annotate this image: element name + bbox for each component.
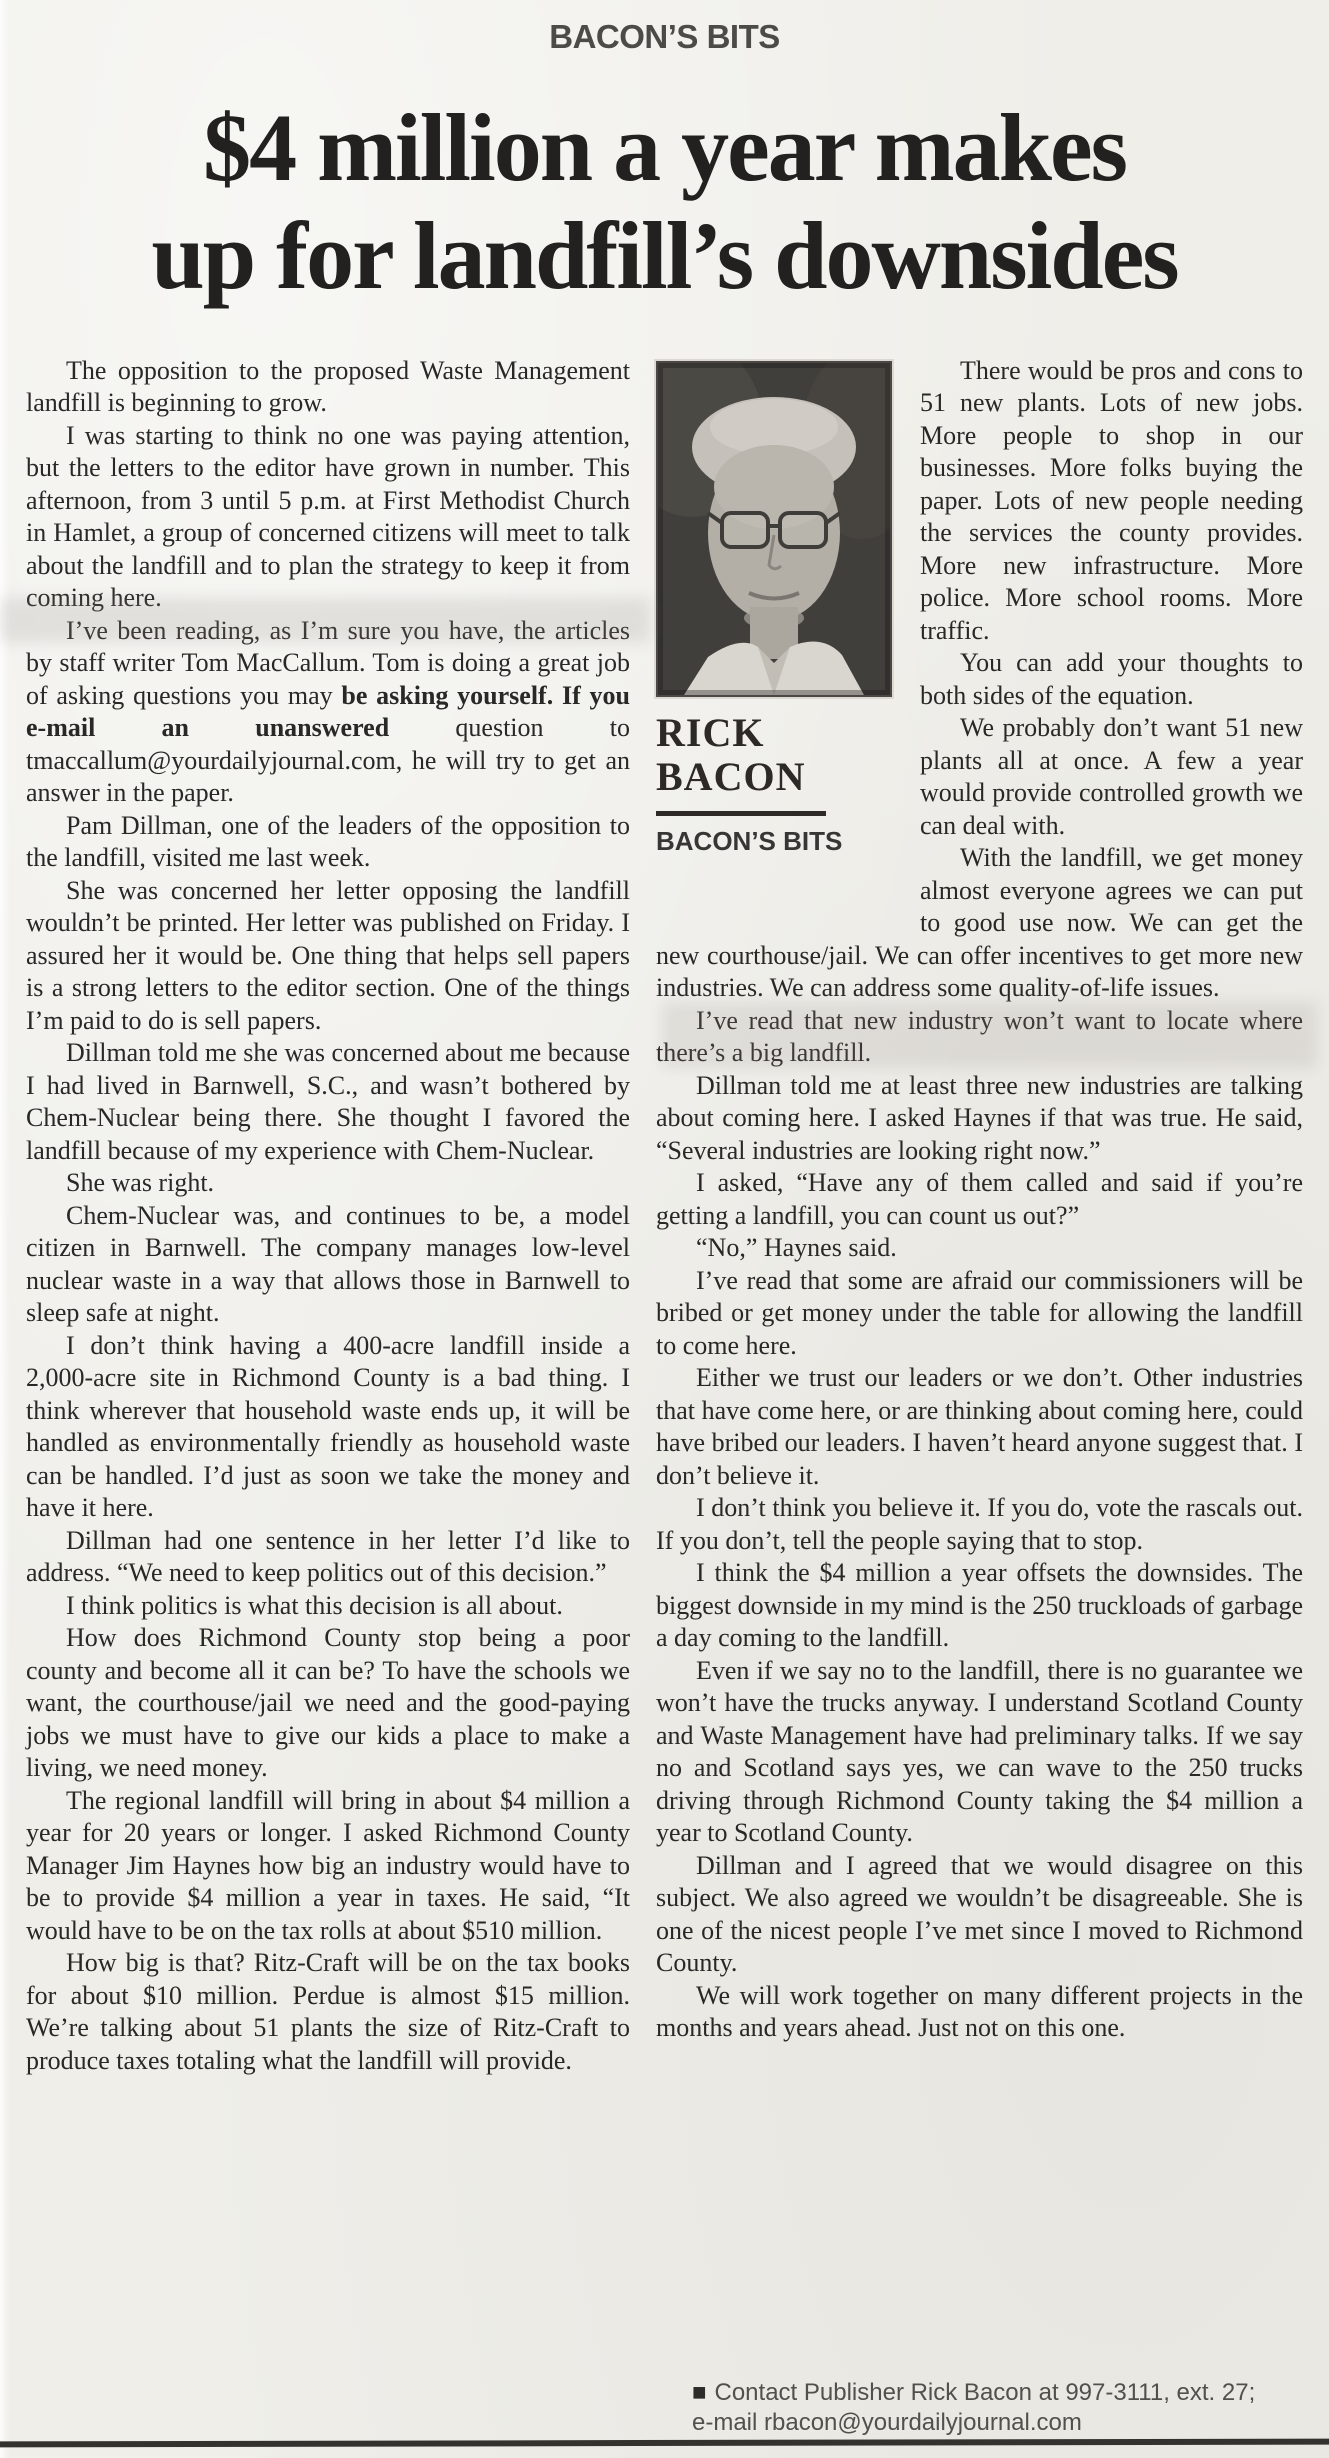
- article-paragraph: I don’t think you believe it. If you do, vote the rascals out. If you don’t, tell the people saying that to stop.: [656, 1493, 1303, 1555]
- article-right-column: [656, 355, 1303, 2078]
- article-paragraph: She was concerned her letter opposing the landfill wouldn’t be printed. Her letter was published on Friday. I assured her it would be. One thing that helps sell papers is a strong letters to the editor section. One of the things I’m paid to do is sell papers.: [26, 875, 630, 1035]
- article-left-column: [26, 355, 630, 2078]
- article-headline: [0, 94, 1329, 311]
- square-bullet-icon: ■: [692, 2379, 707, 2406]
- article-paragraph: I don’t think having a 400-acre landfill inside a 2,000-acre site in Richmond County is a bad thing. I think wherever that household waste ends up, it will be handled as environmentally friendly as household waste can be handled. I’d just as soon we take the money and have it here.: [26, 1330, 630, 1523]
- article-paragraph: You can add your thoughts to both sides of the equation.: [920, 648, 1303, 710]
- contact-note: [692, 2378, 1329, 2438]
- section-kicker: BACON’S BITS: [549, 18, 780, 55]
- article-paragraph: I think politics is what this decision is all about.: [66, 1590, 563, 1620]
- article-paragraph: Chem-Nuclear was, and continues to be, a model citizen in Barnwell. The company manages low-level nuclear waste in a way that allows those in Barnwell to sleep safe at night.: [26, 1200, 630, 1328]
- headline-line-2: up for landfill’s downsides: [151, 202, 1178, 310]
- author-name-line-1: RICK: [656, 709, 765, 755]
- article-paragraph: Dillman had one sentence in her letter I’d like to address. “We need to keep politics out of this decision.”: [26, 1525, 630, 1588]
- article-paragraph: Even if we say no to the landfill, there is no guarantee we won’t have the trucks anyway. I understand Scotland County and Waste Management have had preliminary talks. If we say no and Scotland says yes, we can wave to the 250 trucks driving through Richmond County taking the $4 million a year to Scotland County.: [656, 1655, 1303, 1848]
- article-body: [0, 355, 1329, 2078]
- article-paragraph: We probably don’t want 51 new plants all at once. A few a year would provide controlled growth we can deal with.: [920, 713, 1303, 840]
- author-name-line-2: BACON: [656, 753, 806, 799]
- article-paragraph: Pam Dillman, one of the leaders of the opposition to the landfill, visited me last week.: [26, 810, 630, 873]
- article-paragraph: She was right.: [66, 1168, 215, 1198]
- article-paragraph: There would be pros and cons to 51 new plants. Lots of new jobs. More people to shop in our businesses. More folks buying the paper. Lots of new people needing the services the county provides. More new infrastructure. More police. More school rooms. More traffic.: [920, 355, 1303, 645]
- headline-line-1: $4 million a year makes: [203, 94, 1126, 201]
- article-paragraph: I asked, “Have any of them called and said if you’re getting a landfill, you can count us out?”: [656, 1168, 1303, 1230]
- article-paragraph: Dillman told me at least three new industries are talking about coming here. I asked Haynes if that was true. He said, “Several industries are looking right now.”: [656, 1070, 1303, 1165]
- article-paragraph: I’ve been reading, as I’m sure you have, the articles by staff writer Tom MacCallum. Tom is doing a great job of asking questions you may be asking yourself. If you e-mail an unanswered question to tmaccallum@yourdailyjournal.com, he will try to get an answer in the paper.: [26, 615, 630, 808]
- article-paragraph: “No,” Haynes said.: [696, 1233, 897, 1263]
- author-photo: [656, 361, 892, 697]
- article-paragraph: Either we trust our leaders or we don’t. Other industries that have come here, or are thinking about coming here, could have bribed our leaders. I haven’t heard anyone suggest that. I don’t believe it.: [656, 1363, 1303, 1490]
- article-paragraph: How big is that? Ritz-Craft will be on the tax books for about $10 million. Perdue is almost $15 million. We’re talking about 51 plants the size of Ritz-Craft to produce taxes totaling what the landfill will provide.: [26, 1948, 630, 2075]
- article-paragraph: Dillman and I agreed that we would disagree on this subject. We also agreed we wouldn’t be disagreeable. She is one of the nicest people I’ve met since I moved to Richmond County.: [656, 1850, 1303, 1978]
- contact-line-1: [692, 2378, 1329, 2408]
- article-paragraph: I’ve read that new industry won’t want to locate where there’s a big landfill.: [656, 1005, 1303, 1068]
- column-name-caption: BACON’S BITS: [656, 825, 843, 856]
- contact-line-2: e-mail rbacon@yourdailyjournal.com: [692, 2409, 1082, 2436]
- article-paragraph: The opposition to the proposed Waste Management landfill is beginning to grow.: [26, 355, 630, 418]
- article-paragraph: With the landfill, we get money almost everyone agrees we can put to good use now. We can get the new courthouse/jail. We can offer incentives to get more new industries. We can address some quality-of-life issues.: [656, 843, 1303, 1003]
- article-paragraph: We will work together on many different projects in the months and years ahead. Just not on this one.: [656, 1980, 1303, 2043]
- author-portrait-illustration: [658, 363, 890, 695]
- article-paragraph: I was starting to think no one was paying attention, but the letters to the editor have grown in number. This afternoon, from 3 until 5 p.m. at First Methodist Church in Hamlet, a group of concerned citizens will meet to talk about the landfill and to plan the strategy to keep it from coming here.: [26, 420, 630, 613]
- article-paragraph: How does Richmond County stop being a poor county and become all it can be? To have the schools we want, the courthouse/jail we need and the good-paying jobs we must have to give our kids a place to make a living, we need money.: [26, 1623, 630, 1783]
- author-photo-block: [656, 361, 896, 920]
- article-paragraph: I think the $4 million a year offsets the downsides. The biggest downside in my mind is the 250 truckloads of garbage a day coming to the landfill.: [656, 1558, 1304, 1653]
- contact-text-1: Contact Publisher Rick Bacon at 997-3111, ext. 27;: [714, 2379, 1256, 2406]
- article-paragraph: The regional landfill will bring in about $4 million a year for 20 years or longer. I asked Richmond County Manager Jim Haynes how big an industry would have to be to provide $4 million a year in taxes. He said, “It would have to be on the tax rolls at about $510 million.: [26, 1785, 630, 1945]
- caption-divider: [656, 811, 826, 816]
- article-paragraph: Dillman told me she was concerned about me because I had lived in Barnwell, S.C., and wasn’t bothered by Chem-Nuclear being there. She thought I favored the landfill because of my experience with Chem-Nuclear.: [26, 1038, 630, 1165]
- author-name-caption: [656, 711, 896, 799]
- page-bottom-rule: [0, 2439, 1329, 2448]
- article-paragraph: I’ve read that some are afraid our commissioners will be bribed or get money under the table for allowing the landfill to come here.: [656, 1265, 1303, 1360]
